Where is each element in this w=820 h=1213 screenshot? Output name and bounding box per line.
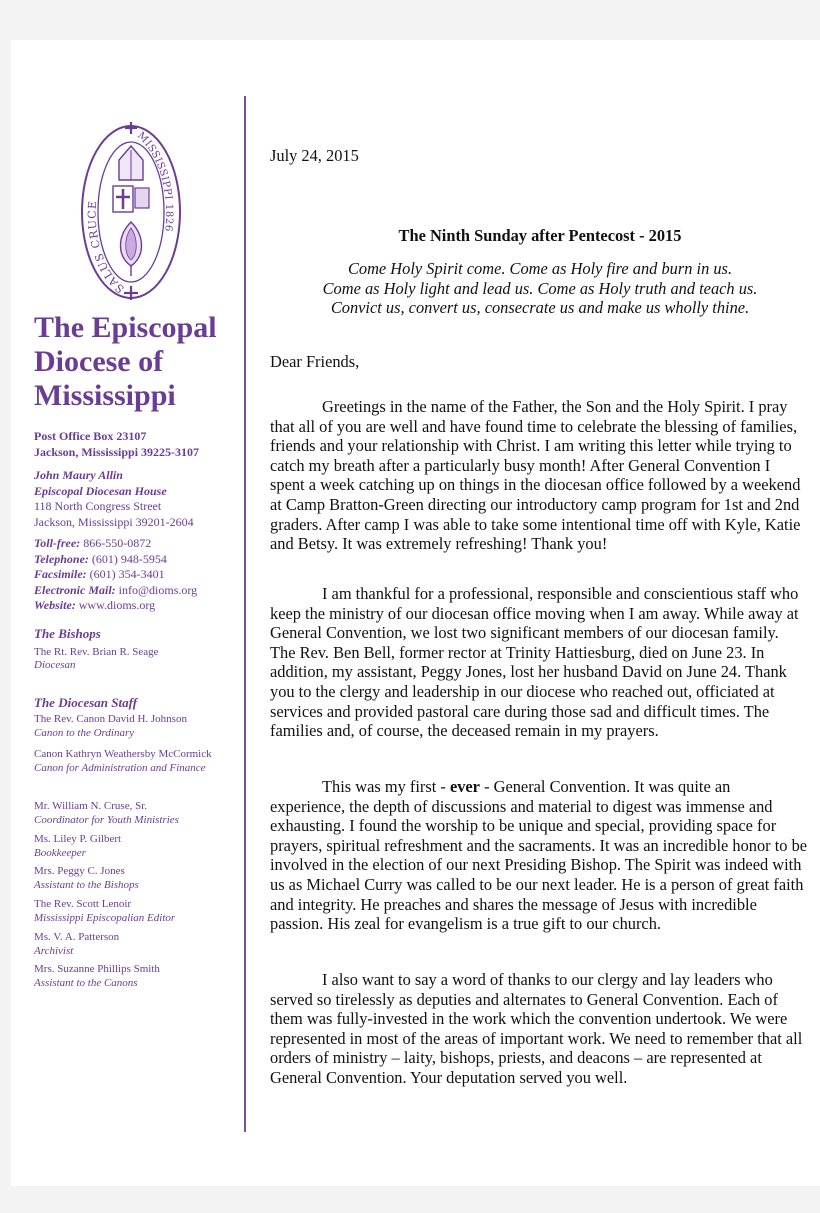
diocese-seal-icon [79, 120, 183, 304]
staff-role: Archivist [34, 944, 74, 957]
contact-tollfree: Toll-free: 866-550-0872 [34, 536, 152, 550]
emphasis: ever [449, 777, 480, 796]
letter-page [11, 40, 820, 1186]
staff-name: Canon Kathryn Weathersby McCormick [34, 748, 212, 760]
staff-role: Assistant to the Canons [34, 976, 138, 989]
bishop-name: The Rt. Rev. Brian R. Seage [34, 645, 159, 658]
letter-date: July 24, 2015 [270, 146, 359, 165]
staff-role: Assistant to the Bishops [34, 878, 139, 891]
contact-telephone: Telephone: (601) 948-5954 [34, 551, 167, 566]
paragraph: Greetings in the name of the Father, the Son and the Holy Spirit. I pray that all of you are well and have found time to celebrate the blessing of families, friends and your relationship with Christ. I am writing this letter while trying to catch my breath after a particularly busy month! After General Convention I spent a week catching up on things in the diocesan office followed by a weekend at Camp Bratton-Green directing our introductory camp program for 1st and 2nd graders. After camp I was able to take some intentional time off with Kyle, Katie and Betsy. It was extremely refreshing! Thank you! [270, 397, 801, 554]
staff-member [34, 713, 244, 740]
diocese-name-line: Mississippi [34, 379, 176, 412]
house-street: 118 North Congress Street [34, 499, 162, 513]
staff-role: Bookkeeper [34, 846, 86, 859]
paragraph: I am thankful for a professional, responsible and conscientious staff who keep the ministry of our diocesan office moving when I am away. While away at General Convention, we lost two significant members of our diocesan family. The Rev. Ben Bell, former rector at Trinity Hattiesburg, died on June 23. In addition, my assistant, Peggy Jones, lost her husband David on June 24. Thank you to the clergy and leadership in our diocese who reached out, officiated at services and provided pastoral care during those sad and difficult times. The families and, of course, the deceased remain in my prayers. [270, 584, 799, 741]
staff-heading: The Diocesan Staff [34, 695, 138, 710]
paragraph: I also want to say a word of thanks to our clergy and lay leaders who served so tirelessly as deputies and alternates to General Convention. Each of them was fully-invested in the work which the convention undertook. We were represented in most of the areas of important work. We need to remember that all orders of ministry – laity, bishops, priests, and deacons – are represented at General Convention. Your deputation served you well. [270, 970, 803, 1087]
diocese-name-line: Diocese of [34, 345, 164, 378]
staff-section [34, 695, 244, 711]
diocesan-house-address [34, 468, 244, 530]
salutation: Dear Friends, [270, 352, 360, 371]
staff-member [34, 748, 244, 775]
staff-member [34, 865, 244, 892]
staff-name: Mr. William N. Cruse, Sr. [34, 800, 148, 812]
bishops-heading: The Bishops [34, 626, 101, 641]
diocese-name-line: The Episcopal [34, 311, 217, 344]
letterhead-sidebar [11, 40, 256, 1186]
bishop-role: Diocesan [34, 659, 76, 671]
staff-role: Coordinator for Youth Ministries [34, 813, 179, 826]
staff-role: Canon for Administration and Finance [34, 761, 206, 774]
staff-role: Mississippi Episcopalian Editor [34, 911, 176, 924]
staff-member [34, 898, 244, 925]
staff-member [34, 931, 244, 958]
diocese-name [34, 311, 244, 413]
staff-name: The Rev. Scott Lenoir [34, 898, 132, 910]
postal-line: Post Office Box 23107 [34, 429, 147, 443]
staff-name: The Rev. Canon David H. Johnson [34, 713, 187, 725]
staff-name: Ms. Liley P. Gilbert [34, 833, 122, 845]
seal-left-text: SALUS CRUCE [85, 199, 127, 296]
staff-role: Canon to the Ordinary [34, 726, 135, 739]
postal-address [34, 429, 244, 460]
prayer-line: Come as Holy light and lead us. Come as Holy truth and teach us. [322, 278, 758, 298]
sidebar-divider [244, 96, 246, 1132]
staff-name: Ms. V. A. Patterson [34, 931, 120, 943]
house-name: John Maury Allin [34, 468, 123, 482]
contact-info [34, 536, 244, 614]
contact-email[interactable]: Electronic Mail: info@dioms.org [34, 582, 198, 597]
postal-line: Jackson, Mississippi 39225-3107 [34, 444, 200, 459]
staff-member [34, 833, 244, 860]
staff-name: Mrs. Peggy C. Jones [34, 865, 125, 877]
bishops-section [34, 626, 244, 673]
staff-member [34, 800, 244, 827]
contact-website[interactable]: Website: www.dioms.org [34, 598, 156, 612]
house-city: Jackson, Mississippi 39201-2604 [34, 514, 194, 529]
prayer-line: Come Holy Spirit come. Come as Holy fire and burn in us. [347, 259, 733, 278]
house-title: Episcopal Diocesan House [34, 483, 167, 498]
prayer-line: Convict us, convert us, consecrate us and make us wholly thine. [330, 298, 750, 318]
staff-name: Mrs. Suzanne Phillips Smith [34, 963, 160, 975]
opening-prayer [270, 259, 810, 318]
staff-member [34, 963, 244, 990]
paragraph: This was my first - ever - General Convention. It was quite an experience, the depth of discussions and material to digest was immense and exhausting. I found the worship to be unique and special, providing space for prayers, spiritual refreshment and the sacraments. It was an incredible honor to be involved in the election of our next Presiding Bishop. The Spirit was indeed with us as Michael Curry was called to be our next leader. He is a person of great faith and integrity. He preaches and shares the message of Jesus with incredible passion. His zeal for evangelism is a true gift to our church. [270, 777, 808, 934]
contact-fax: Facsimile: (601) 354-3401 [34, 567, 165, 581]
seal-right-text: MISSISSIPPI 1826 [135, 130, 175, 233]
letter-title: The Ninth Sunday after Pentecost - 2015 [398, 226, 682, 245]
